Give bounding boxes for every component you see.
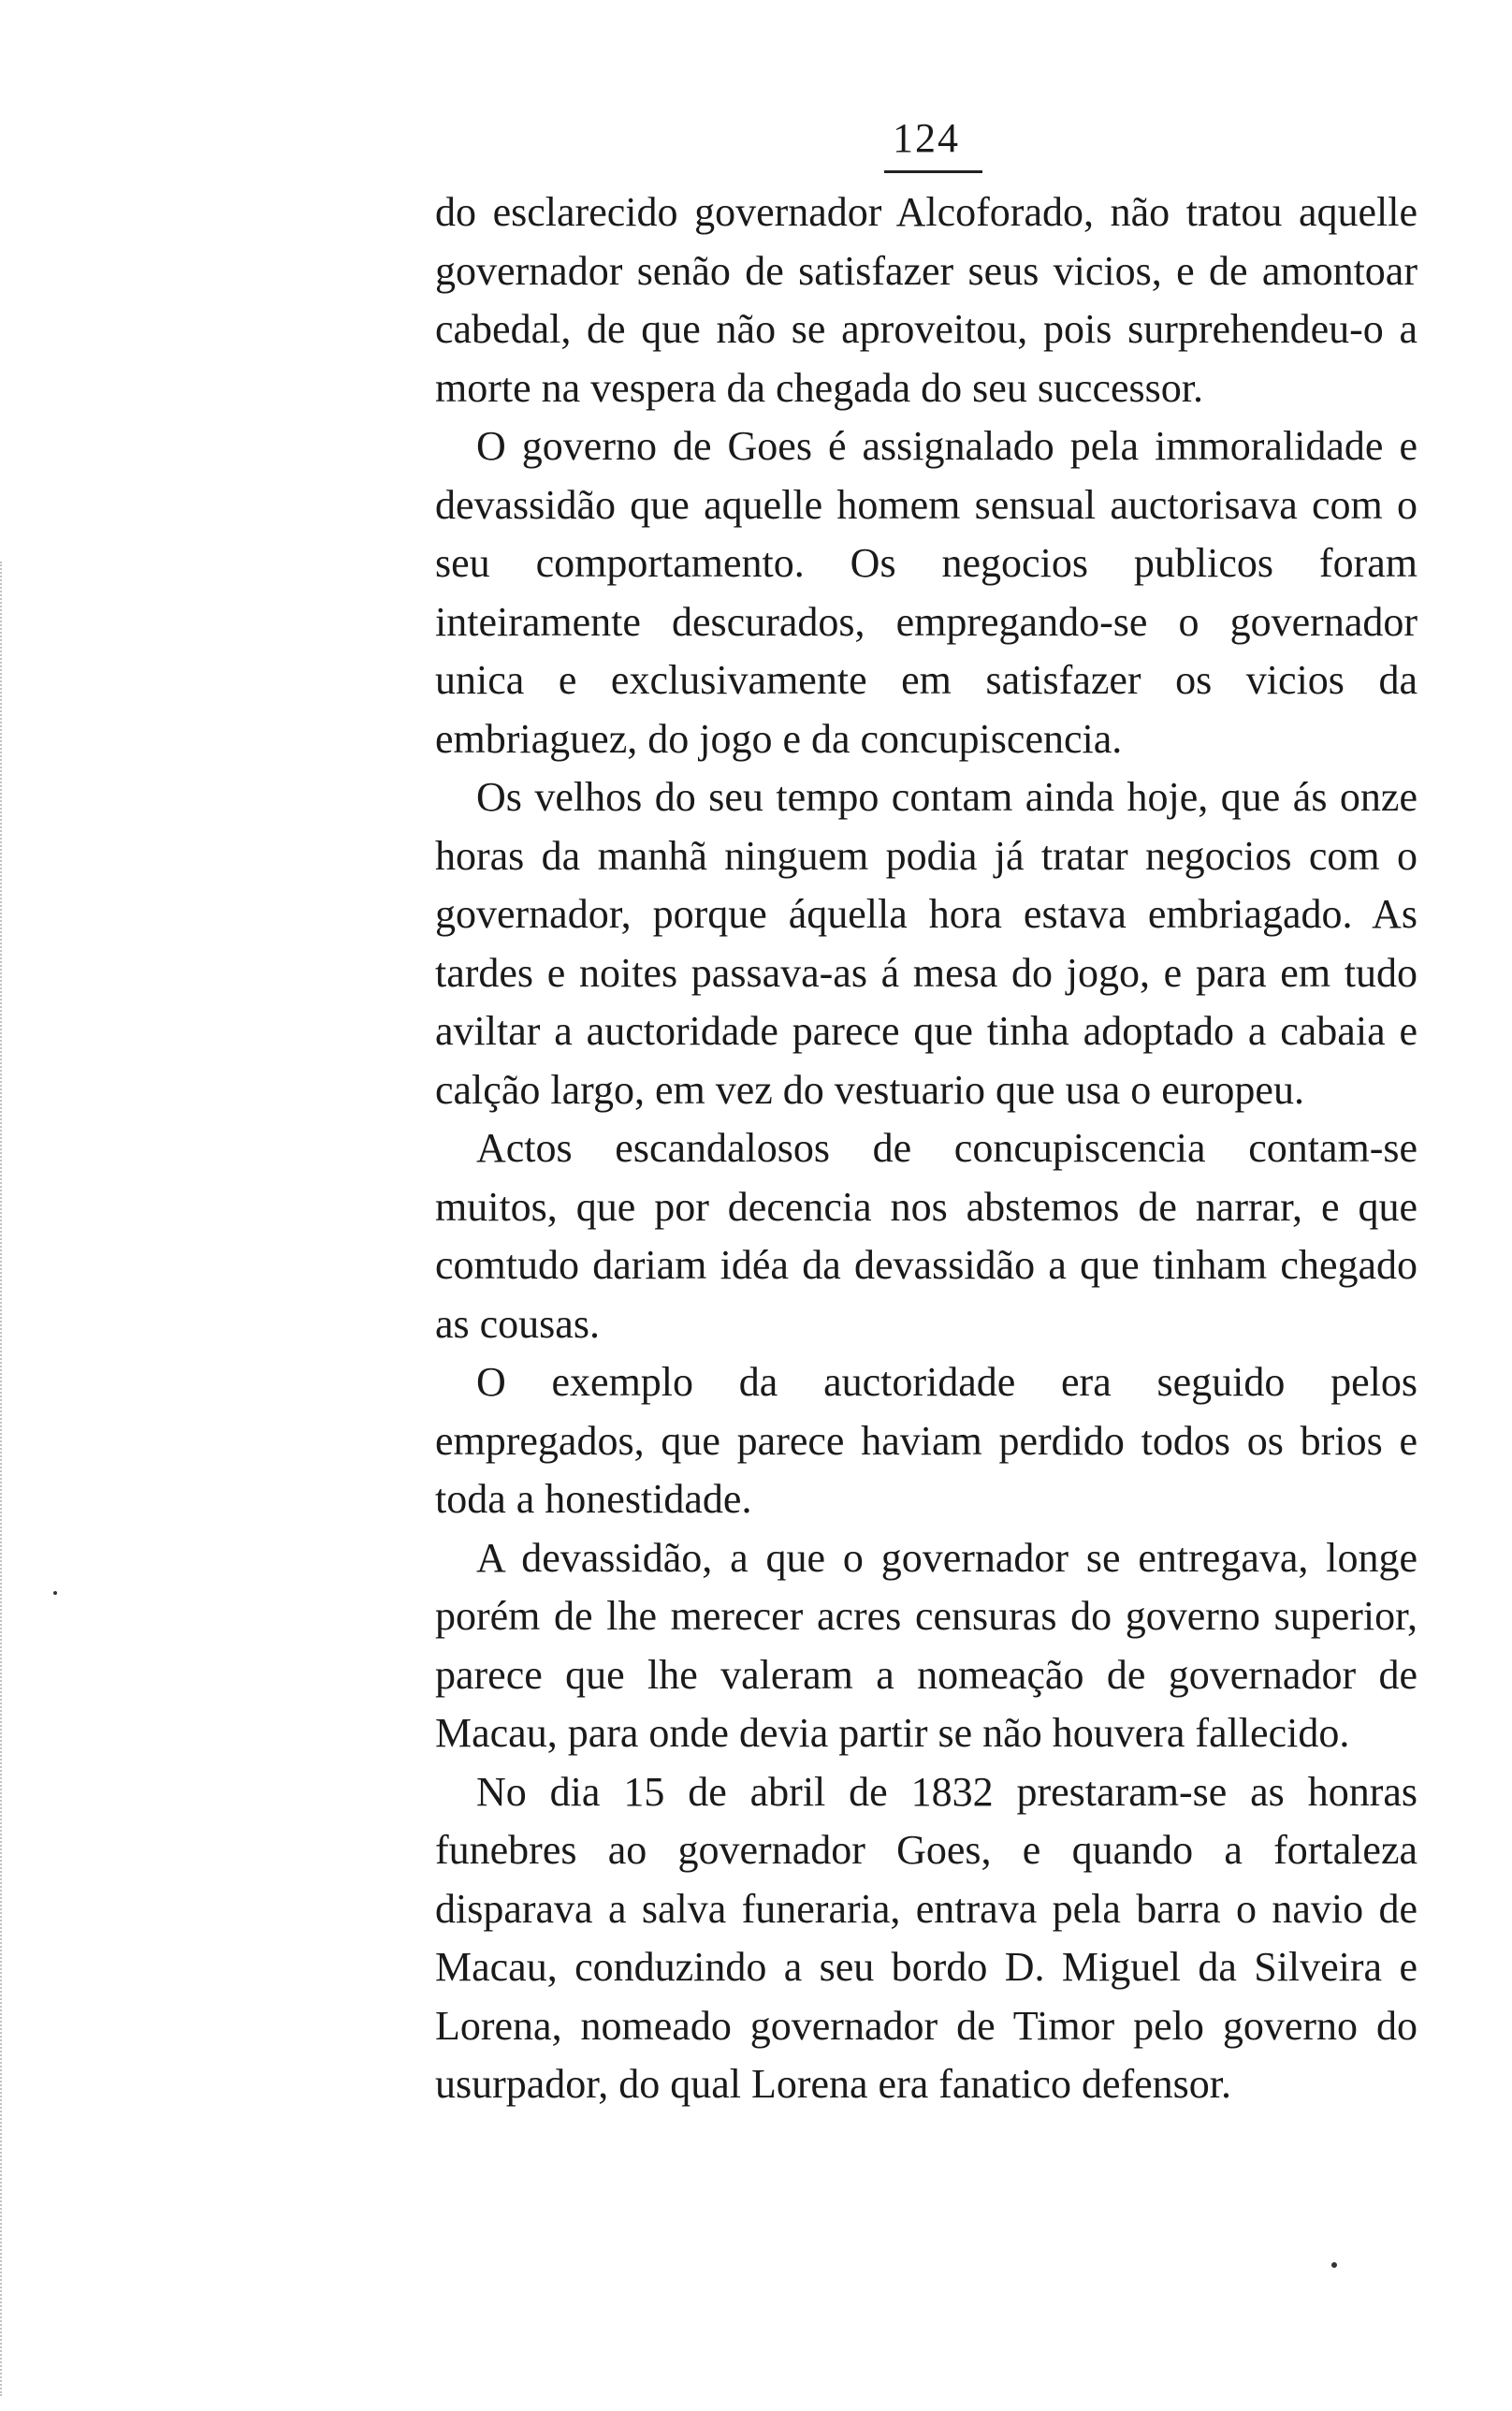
page-number: 124 <box>893 115 960 161</box>
paragraph-7: No dia 15 de abril de 1832 prestaram-se as honras funebres ao governador Goes, e quando a fortaleza disparava a salva funeraria, entrava pela barra o navio de Macau, conduzindo a seu bordo D. Miguel da Silveira e Lorena, nomeado governador de Timor pelo governo do usurpador, do qual Lorena era fanatico defensor. <box>435 1768 1418 2107</box>
body-text <box>435 183 1418 2114</box>
paragraph-5: O exemplo da auctoridade era seguido pelos empregados, que parece haviam perdido todos os brios e toda a honestidade. <box>435 1359 1418 1522</box>
scan-edge-marks <box>0 562 15 2396</box>
paragraph-3: Os velhos do seu tempo contam ainda hoje, que ás onze horas da manhã ninguem podia já tratar negocios com o governador, porque áquella hora estava embriagado. As tardes e noites passava-as á mesa do jogo, e para em tudo aviltar a auctoridade parece que tinha adoptado a cabaia e calção largo, em vez do vestuario que usa o europeu. <box>435 774 1418 1113</box>
paragraph-2: O governo de Goes é assignalado pela immoralidade e devassidão que aquelle homem sensual auctorisava com o seu comportamento. Os negocios publicos foram inteiramente descurados, empregando-se o governador unica e exclusivamente em satisfazer os vicios da embriaguez, do jogo e da concupiscencia. <box>435 423 1418 762</box>
paragraph-4: Actos escandalosos de concupiscencia contam-se muitos, que por decencia nos abstemos de narrar, e que comtudo dariam idéa da devassidão a que tinham chegado as cousas. <box>435 1125 1418 1347</box>
scan-speck <box>1331 2262 1337 2268</box>
paragraph-6: A devassidão, a que o governador se entregava, longe porém de lhe merecer acres censuras do governo superior, parece que lhe valeram a nomeação de governador de Macau, para onde devia partir se não houvera fallecido. <box>435 1534 1418 1756</box>
paragraph-1: do esclarecido governador Alcoforado, não tratou aquelle governador senão de satisfazer seus vicios, e de amontoar cabedal, de que não se aproveitou, pois surprehendeu-o a morte na vespera da chegada do seu successor. <box>435 189 1418 411</box>
page-number-rule <box>884 170 982 173</box>
scan-speck <box>53 1591 57 1595</box>
